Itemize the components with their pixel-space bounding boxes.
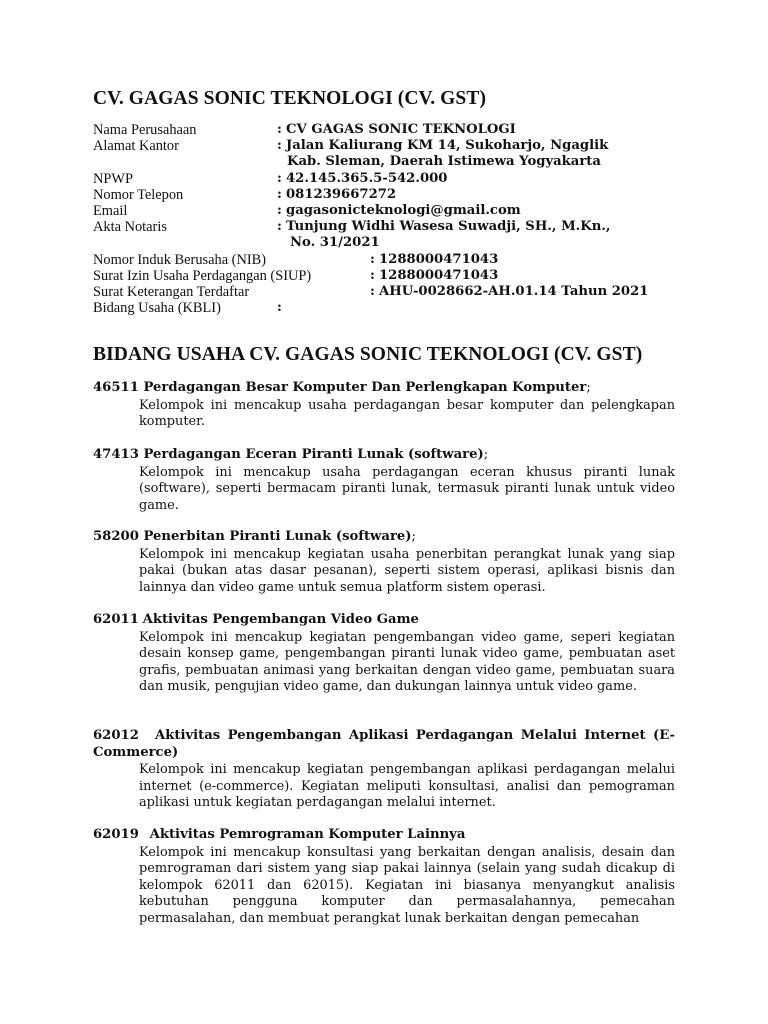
info-value: gagasonicteknologi@gmail.com <box>286 202 521 218</box>
info-colon: : <box>370 251 375 267</box>
info-value: Tunjung Widhi Wasesa Suwadji, SH., M.Kn., <box>286 219 611 235</box>
info-row-alamat <box>93 138 693 154</box>
info-row-telepon <box>93 187 693 203</box>
info-label: Nama Perusahaan <box>93 122 197 138</box>
info-value: 42.145.365.5-542.000 <box>286 170 448 186</box>
kbli-section-62012 <box>93 728 675 812</box>
kbli-section-46511 <box>93 380 675 431</box>
info-value: CV GAGAS SONIC TEKNOLOGI <box>286 122 516 137</box>
kbli-heading <box>93 728 675 761</box>
info-row-akta <box>93 219 693 235</box>
kbli-title: Aktivitas Pengembangan Aplikasi Perdagangan Melalui Internet (E-Commerce) <box>93 728 675 760</box>
kbli-description: Kelompok ini mencakup kegiatan pengembangan aplikasi perdagangan melalui internet (e-commerce). Kegiatan meliputi konsultasi, analisi dan pemograman aplikasi untuk kegiatan perdagangan melalui internet. <box>139 762 675 811</box>
info-label: Surat Izin Usaha Perdagangan (SIUP) <box>93 267 312 284</box>
info-colon: : <box>277 186 282 202</box>
info-value-continued: No. 31/2021 <box>290 235 380 251</box>
info-row-alamat-cont <box>93 154 693 170</box>
kbli-title: Perdagangan Besar Komputer Dan Perlengkapan Komputer <box>143 380 587 395</box>
company-info <box>93 122 693 316</box>
info-colon: : <box>277 170 282 186</box>
kbli-section-47413 <box>93 447 675 514</box>
kbli-heading <box>93 827 675 844</box>
kbli-suffix: ; <box>411 529 416 544</box>
kbli-code: 62019 <box>93 827 139 842</box>
kbli-title: Penerbitan Piranti Lunak (software) <box>143 529 412 544</box>
info-value-continued: Kab. Sleman, Daerah Istimewa Yogyakarta <box>287 154 601 170</box>
kbli-description: Kelompok ini mencakup usaha perdagangan eceran khusus piranti lunak (software), seperti bermacam piranti lunak, termasuk piranti lunak untuk video game. <box>139 464 675 513</box>
info-row-kbli <box>93 300 693 316</box>
kbli-section-58200 <box>93 529 675 596</box>
kbli-code: 62012 <box>93 728 139 743</box>
kbli-code: 46511 <box>93 380 139 395</box>
info-value: Jalan Kaliurang KM 14, Sukoharjo, Ngaglik <box>286 138 609 154</box>
info-value: AHU-0028662-AH.01.14 Tahun 2021 <box>379 283 649 299</box>
info-label: Nomor Telepon <box>93 186 184 203</box>
info-row-skt <box>93 284 693 300</box>
kbli-code: 58200 <box>93 529 139 544</box>
kbli-description: Kelompok ini mencakup usaha perdagangan besar komputer dan pelengkapan komputer. <box>139 397 675 430</box>
info-row-nama <box>93 122 693 138</box>
info-label: NPWP <box>93 170 133 187</box>
info-colon: : <box>277 122 282 137</box>
kbli-suffix: ; <box>586 380 591 395</box>
info-value: 1288000471043 <box>379 251 499 267</box>
kbli-code: 47413 <box>93 447 139 462</box>
info-colon: : <box>370 283 375 299</box>
info-label: Nomor Induk Berusaha (NIB) <box>93 251 267 268</box>
info-label: Email <box>93 202 128 219</box>
info-row-email <box>93 203 693 219</box>
info-row-akta-cont <box>93 235 693 251</box>
info-row-siup <box>93 268 693 284</box>
kbli-title: Aktivitas Pemrograman Komputer Lainnya <box>149 827 466 842</box>
kbli-section-62011 <box>93 612 675 696</box>
kbli-section-62019 <box>93 827 675 927</box>
kbli-title: Perdagangan Eceran Piranti Lunak (software) <box>143 447 484 462</box>
info-colon: : <box>277 219 282 235</box>
info-label: Bidang Usaha (KBLI) <box>93 300 221 317</box>
info-label: Alamat Kantor <box>93 138 179 155</box>
kbli-suffix: ; <box>483 447 489 462</box>
kbli-heading <box>93 529 675 546</box>
kbli-description: Kelompok ini mencakup konsultasi yang berkaitan dengan analisis, desain dan pemrograman dari sistem yang siap pakai lainnya (selain yang sudah dicakup di kelompok 62011 dan 62015). Kegiatan ini biasanya menyangkut analisis kebutuhan pengguna komputer dan permasalahannya, pemecahan permasalahan, dan membuat perangkat lunak berkaitan dengan pemecahan <box>139 844 675 926</box>
info-row-npwp <box>93 171 693 187</box>
kbli-heading <box>93 380 675 397</box>
kbli-description: Kelompok ini mencakup kegiatan pengembangan video game, seperi kegiatan desain konsep game, pengembangan piranti lunak video game, pembuatan aset grafis, pembuatan animasi yang berkaitan dengan video game, pembuatan suara dan musik, pengujian video game, dan dukungan lainnya untuk video game. <box>139 629 675 695</box>
info-value: 081239667272 <box>286 186 397 202</box>
info-colon: : <box>277 202 282 218</box>
info-label: Akta Notaris <box>93 219 167 236</box>
kbli-heading <box>93 612 675 629</box>
info-colon: : <box>370 267 375 283</box>
info-value: 1288000471043 <box>379 267 499 283</box>
business-fields-heading: BIDANG USAHA CV. GAGAS SONIC TEKNOLOGI (CV. GST) <box>93 344 643 365</box>
company-heading: CV. GAGAS SONIC TEKNOLOGI (CV. GST) <box>93 88 487 109</box>
info-colon: : <box>277 300 282 316</box>
kbli-description: Kelompok ini mencakup kegiatan usaha penerbitan perangkat lunak yang siap pakai (bukan atas dasar pesanan), seperti sistem operasi, aplikasi bisnis dan lainnya dan video game untuk semua platform sistem operasi. <box>139 546 675 595</box>
info-colon: : <box>277 138 282 154</box>
kbli-title: Aktivitas Pengembangan Video Game <box>142 612 419 627</box>
info-row-nib <box>93 252 693 268</box>
kbli-code: 62011 <box>93 612 139 627</box>
kbli-heading <box>93 447 675 464</box>
info-label: Surat Keterangan Terdaftar <box>93 283 250 300</box>
